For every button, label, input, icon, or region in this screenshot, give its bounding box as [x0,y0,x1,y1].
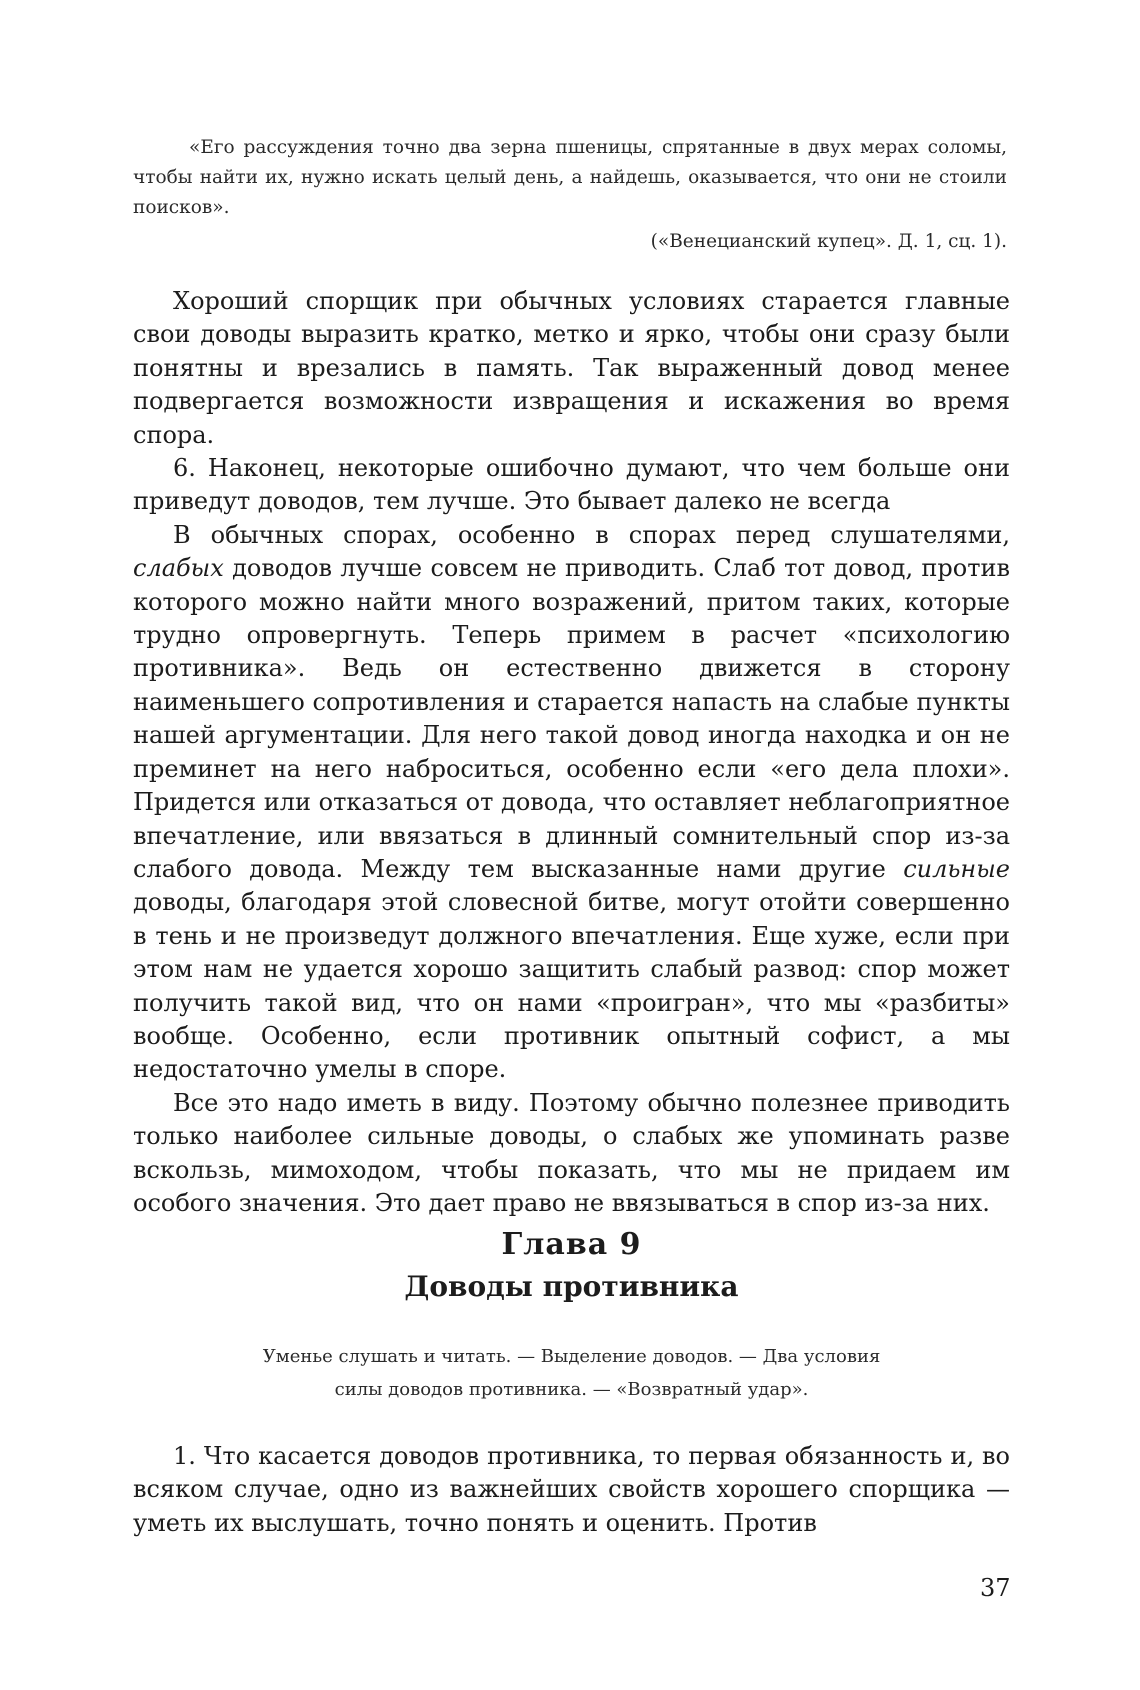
paragraph-2: 6. Наконец, некоторые ошибочно думают, что чем больше они приведут доводов, тем лучше. Это бывает далеко не всегда [133,454,1010,516]
paragraph-4: Все это надо иметь в виду. Поэтому обычно полезнее приводить только наиболее сильные доводы, о слабых же упоминать разве вскользь, мимоходом, чтобы показать, что мы не придаем им особого значения. Это дает право не ввязываться в спор из-за них. [133,1088,1010,1217]
chapter-number: Глава 9 [501,1227,642,1262]
epigraph-source: («Венецианский купец». Д. 1, сц. 1). [650,231,1007,252]
chapter-summary-line-2: силы доводов противника. — «Возвратный удар». [334,1379,809,1400]
chapter-summary-line-1: Уменье слушать и читать. — Выделение доводов. — Два условия [262,1346,881,1367]
chapter-heading [133,1225,1010,1307]
chapter-summary [133,1340,1010,1406]
epigraph-quote: «Его рассуждения точно два зерна пшеницы, спрятанные в двух мерах соломы, чтобы найти их, нужно искать целый день, а найдешь, оказывается, что они не стоили поисков». [133,137,1007,218]
main-text [133,285,1010,1220]
paragraph-3-part-a: В обычных спорах, особенно в спорах перед слушателями, [173,520,1010,549]
chapter-title: Доводы противника [404,1270,739,1303]
emphasis-strong: сильные [903,854,1010,883]
paragraph-3-part-c: доводы, благодаря этой словесной битве, могут отойти совершенно в тень и не произведут должного впечатления. Еще хуже, если при этом нам не удается хорошо защитить слабый развод: спор может получить такой вид, что он нами «проигран», что мы «разбиты» вообще. Особенно, если противник опытный софист, а мы недостаточно умелы в споре. [133,888,1010,1084]
chapter-paragraph-1: 1. Что касается доводов противника, то первая обязанность и, во всяком случае, одно из важнейших свойств хорошего спорщика — уметь их выслушать, точно понять и оценить. Против [133,1442,1010,1537]
paragraph-3 [133,519,1010,1087]
chapter-text [133,1440,1010,1540]
epigraph [133,133,1007,257]
page-number: 37 [980,1574,1011,1602]
paragraph-1: Хороший спорщик при обычных условиях старается главные свои доводы выразить кратко, метко и ярко, чтобы они сразу были понятны и врезались в память. Так выраженный довод менее подвергается возможности извращения и искажения во время спора. [133,287,1010,449]
paragraph-3-part-b: доводов лучше совсем не приводить. Слаб тот довод, против которого можно найти много возражений, притом таких, которые трудно опровергнуть. Теперь примем в расчет «психологию противника». Ведь он естественно движется в сторону наименьшего сопротивления и старается напасть на слабые пункты нашей аргументации. Для него такой довод иногда находка и он не преминет на него наброситься, особенно если «его дела плохи». Придется или отказаться от довода, что оставляет неблагоприятное впечатление, или ввязаться в длинный сомнительный спор из-за слабого довода. Между тем высказанные нами другие [133,554,1010,883]
emphasis-weak: слабых [133,554,224,583]
